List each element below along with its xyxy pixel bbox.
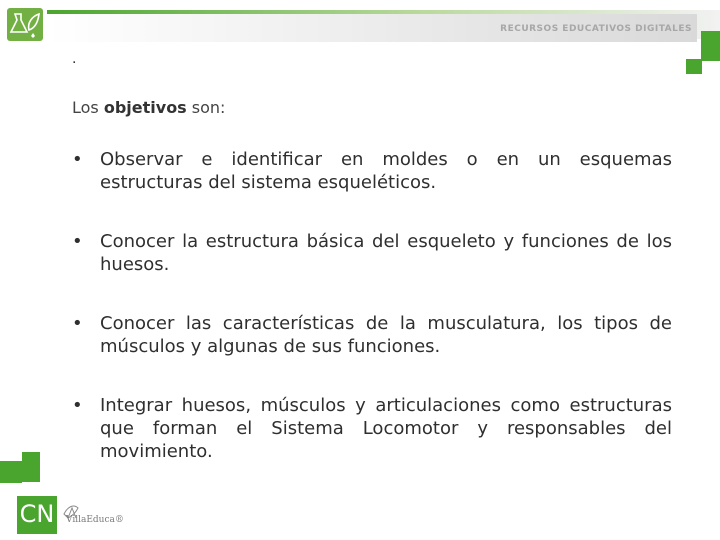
footer-decoration — [0, 461, 22, 483]
intro-bold: objetivos — [103, 98, 187, 117]
science-app-icon — [7, 8, 43, 41]
bullet: • — [72, 149, 83, 170]
intro-line — [72, 98, 225, 117]
intro-prefix: Los — [72, 98, 104, 117]
header-bar — [0, 0, 720, 45]
list-item — [72, 394, 672, 463]
list-item — [72, 230, 672, 276]
bullet: • — [72, 313, 83, 334]
bullet: • — [72, 395, 83, 416]
bullet: • — [72, 231, 83, 252]
list-item-text: Conocer las características de la musculatura, los tipos de músculos y algunas de sus funciones. — [100, 313, 672, 357]
list-item-text: Integrar huesos, músculos y articulaciones como estructuras que forman el Sistema Locomotor y responsables del movimiento. — [100, 395, 672, 462]
footer-decoration — [22, 452, 40, 482]
cn-label: CN — [19, 500, 55, 528]
list-item — [72, 312, 672, 358]
intro-suffix: son: — [186, 98, 226, 117]
list-item-text: Observar e identificar en moldes o en un esquemas estructuras del sistema esqueléticos. — [100, 149, 672, 193]
corner-decoration — [686, 59, 702, 74]
objectives-list — [72, 148, 672, 463]
corner-decoration — [701, 31, 720, 61]
list-item-text: Conocer la estructura básica del esqueleto y funciones de los huesos. — [100, 231, 672, 275]
list-item — [72, 148, 672, 194]
brand-text: RECURSOS EDUCATIVOS DIGITALES — [500, 24, 692, 34]
villaeduca-label: VillaEduca® — [66, 515, 124, 525]
stray-dot: . — [72, 50, 77, 67]
